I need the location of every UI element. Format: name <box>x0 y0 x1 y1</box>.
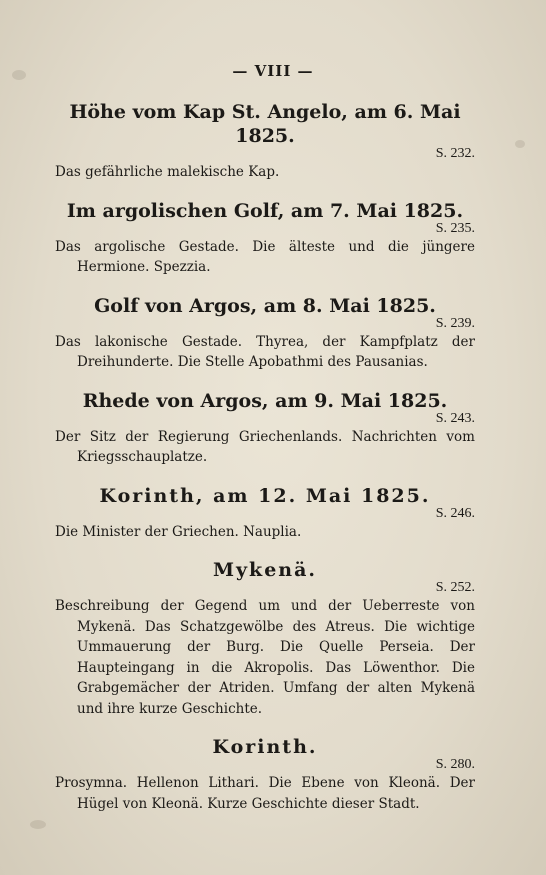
toc-entry <box>55 389 475 468</box>
entry-text: Das lakonische Gestade. Thyrea, der Kampfplatz der Dreihunderte. Die Stelle Apobathmi des Pausanias. <box>55 333 475 370</box>
entry-text: Das gefährliche malekische Kap. <box>55 164 280 180</box>
entry-title: Korinth. <box>212 736 318 758</box>
page-header: — VIII — <box>232 62 314 80</box>
toc-entry <box>55 199 475 278</box>
entry-page: S. 246. <box>435 505 475 521</box>
entry-text: Prosymna. Hellenon Lithari. Die Ebene von Kleonä. Der Hügel von Kleonä. Kurze Geschichte dieser Stadt. <box>55 775 475 812</box>
toc-entry <box>55 484 475 543</box>
entry-page: S. 232. <box>435 146 475 161</box>
entry-text: Der Sitz der Regierung Griechenlands. Nachrichten vom Kriegsschauplatze. <box>55 428 475 465</box>
entry-title: Mykenä. <box>212 559 318 581</box>
entry-text: Beschreibung der Gegend um und der Ueberreste von Mykenä. Das Schatzgewölbe des Atreus. Die wichtige Ummauerung der Burg. Die Quelle Perseia. Der Haupteingang in die Akropolis. Das Löwenthor. Die Grabgemächer der Atriden. Umfang der alten Mykenä und ihre kurze Geschichte. <box>55 598 475 717</box>
entry-text: Die Minister der Griechen. Nauplia. <box>55 523 302 540</box>
entry-text: Das argolische Gestade. Die älteste und die jüngere Hermione. Spezzia. <box>55 238 475 275</box>
entry-title: Im argolischen Golf, am 7. Mai 1825. <box>66 199 464 222</box>
stain <box>515 140 525 148</box>
entry-page: S. 280. <box>435 757 475 772</box>
toc-entry <box>55 100 475 183</box>
entry-page: S. 239. <box>435 315 475 331</box>
entry-title: Korinth, am 12. Mai 1825. <box>99 484 431 507</box>
entry-title: Rhede von Argos, am 9. Mai 1825. <box>82 389 448 412</box>
table-of-contents <box>55 100 475 814</box>
toc-entry <box>55 558 475 719</box>
entry-page: S. 243. <box>435 410 475 426</box>
entry-page: S. 235. <box>435 220 475 236</box>
entry-page: S. 252. <box>435 580 475 595</box>
stain <box>30 820 46 829</box>
entry-title: Golf von Argos, am 8. Mai 1825. <box>94 294 436 317</box>
toc-entry <box>55 294 475 373</box>
toc-entry <box>55 735 475 814</box>
entry-title: Höhe vom Kap St. Angelo, am 6. Mai 1825. <box>69 101 461 147</box>
